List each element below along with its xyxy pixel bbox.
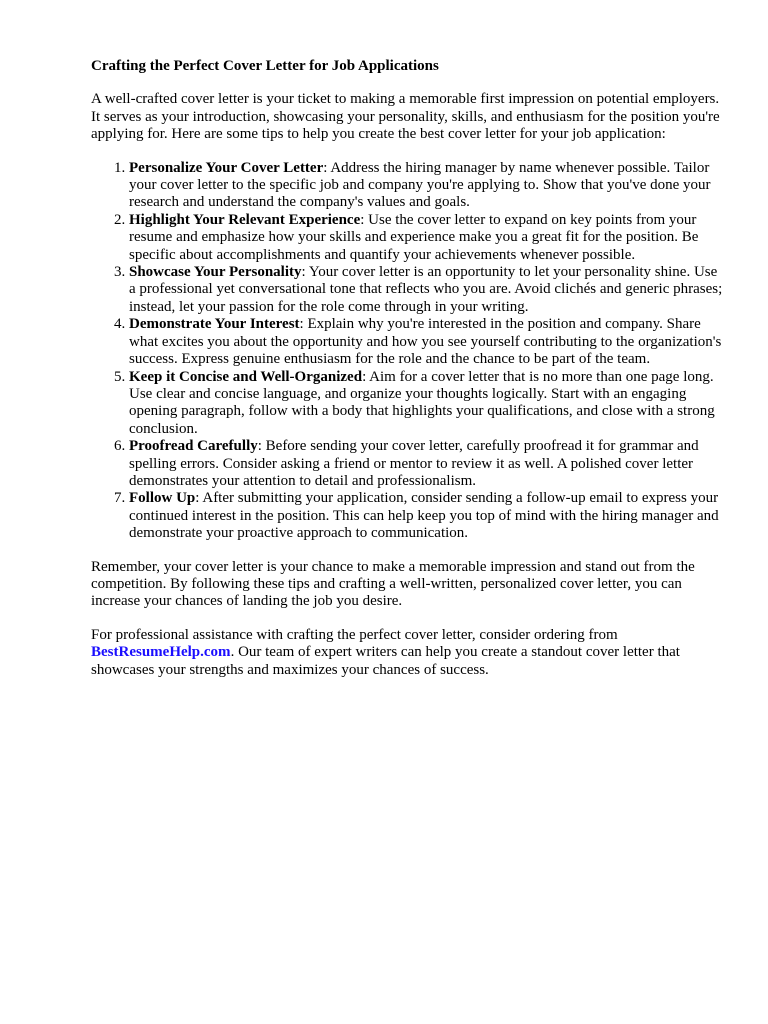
closing-text-before: For professional assistance with crafting the perfect cover letter, consider ordering from [91, 626, 618, 643]
tip-text: : Use the cover letter to expand on key points from your resume and emphasize how your skills and experience make you a great fit for the position. Be specific about accomplishments and quantify your achievements whenever possible. [129, 211, 699, 263]
tip-title: Follow Up [129, 490, 196, 507]
tip-item [129, 212, 725, 264]
tips-list [91, 160, 725, 543]
tip-title: Highlight Your Relevant Experience [129, 211, 361, 228]
tip-text: : After submitting your application, consider sending a follow-up email to express your continued interest in the position. This can help keep you top of mind with the hiring manager and demonstrate your proactive approach to communication. [129, 490, 719, 542]
tip-item [129, 369, 725, 439]
document-page [91, 58, 725, 695]
intro-paragraph: A well-crafted cover letter is your ticket to making a memorable first impression on potential employers. It serves as your introduction, showcasing your personality, skills, and enthusiasm for the position you're applying for. Here are some tips to help you create the best cover letter for your job application: [91, 91, 720, 143]
tip-title: Personalize Your Cover Letter [129, 159, 324, 176]
bestresumehelp-link[interactable]: BestResumeHelp.com [91, 644, 231, 661]
tip-title: Proofread Carefully [129, 438, 258, 455]
document-title: Crafting the Perfect Cover Letter for Job Applications [91, 58, 439, 74]
tip-item [129, 264, 725, 316]
tip-text: : Address the hiring manager by name whenever possible. Tailor your cover letter to the specific job and company you're applying to. Show that you've done your research and understand the company's values and goals. [129, 159, 711, 211]
tip-item [129, 490, 725, 542]
tip-title: Keep it Concise and Well-Organized [129, 368, 363, 385]
tip-text: : Before sending your cover letter, carefully proofread it for grammar and spelling errors. Consider asking a friend or mentor to review it as well. A polished cover letter demonstrates your attention to detail and professionalism. [129, 438, 699, 489]
conclusion-paragraph: Remember, your cover letter is your chance to make a memorable impression and stand out from the competition. By following these tips and crafting a well-written, personalized cover letter, you can increase your chances of landing the job you desire. [91, 558, 695, 610]
tip-text: : Aim for a cover letter that is no more than one page long. Use clear and concise language, and organize your thoughts logically. Start with an engaging opening paragraph, follow with a body that highlights your qualifications, and close with a strong conclusion. [129, 368, 715, 437]
tip-title: Demonstrate Your Interest [129, 316, 300, 333]
tip-item [129, 316, 725, 368]
tip-title: Showcase Your Personality [129, 264, 302, 281]
tip-item [129, 160, 725, 212]
closing-text-after: . Our team of expert writers can help you create a standout cover letter that showcases your strengths and maximizes your chances of success. [91, 644, 680, 678]
tip-text: : Explain why you're interested in the position and company. Share what excites you about the opportunity and how you see yourself contributing to the organization's success. Express genuine enthusiasm for the role and the chance to be part of the team. [129, 316, 722, 368]
closing-paragraph [91, 627, 725, 679]
tip-text: : Your cover letter is an opportunity to let your personality shine. Use a professional yet conversational tone that reflects who you are. Avoid clichés and generic phrases; instead, let your passion for the role come through in your writing. [129, 264, 723, 315]
tip-item [129, 438, 725, 490]
